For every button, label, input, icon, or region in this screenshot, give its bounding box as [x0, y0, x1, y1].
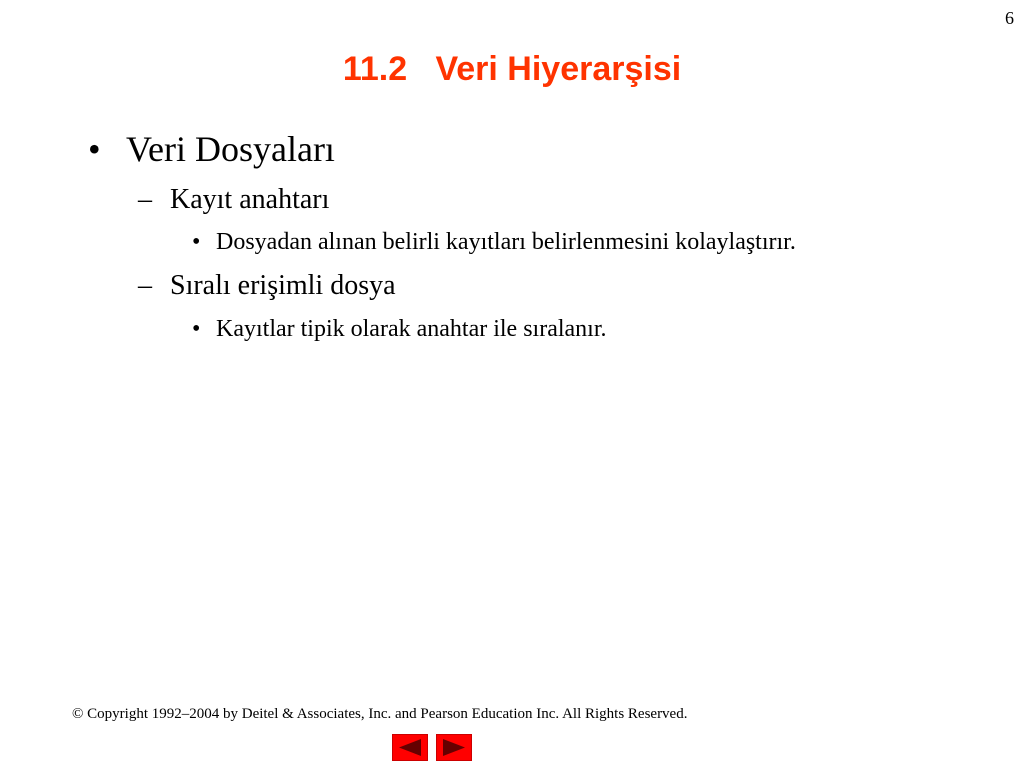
triangle-right-icon	[441, 738, 467, 757]
previous-slide-button[interactable]	[392, 734, 428, 761]
slide-title: 11.2 Veri Hiyerarşisi	[342, 50, 682, 88]
bullet-text: Kayıtlar tipik olarak anahtar ile sıralanır.	[216, 316, 607, 342]
triangle-left-icon	[397, 738, 423, 757]
bullet-level2-sirali-erisimli-dosya	[138, 270, 396, 302]
page-number: 6	[1005, 8, 1014, 28]
bullet-level2-kayit-anahtari	[138, 184, 329, 216]
bullet-text: Veri Dosyaları	[126, 129, 335, 169]
bullet-text: Dosyadan alınan belirli kayıtları belirlenmesini kolaylaştırır.	[216, 229, 796, 255]
bullet-marker: •	[192, 316, 201, 342]
bullet-marker: •	[192, 229, 201, 255]
bullet-level1-veri-dosyalari	[88, 128, 335, 170]
bullet-text: Kayıt anahtarı	[170, 184, 330, 215]
bullet-level3-kayit-anahtari-detail	[192, 229, 796, 256]
copyright-footer: © Copyright 1992–2004 by Deitel & Associates, Inc. and Pearson Education Inc. All Rights Reserved.	[72, 706, 688, 722]
bullet-text: Sıralı erişimli dosya	[170, 270, 396, 301]
dash-marker: –	[138, 184, 152, 215]
bullet-level3-sirali-detail	[192, 316, 607, 343]
bullet-marker: •	[88, 129, 101, 169]
next-slide-button[interactable]	[436, 734, 472, 761]
slide-navigation	[392, 734, 472, 761]
dash-marker: –	[138, 270, 152, 301]
